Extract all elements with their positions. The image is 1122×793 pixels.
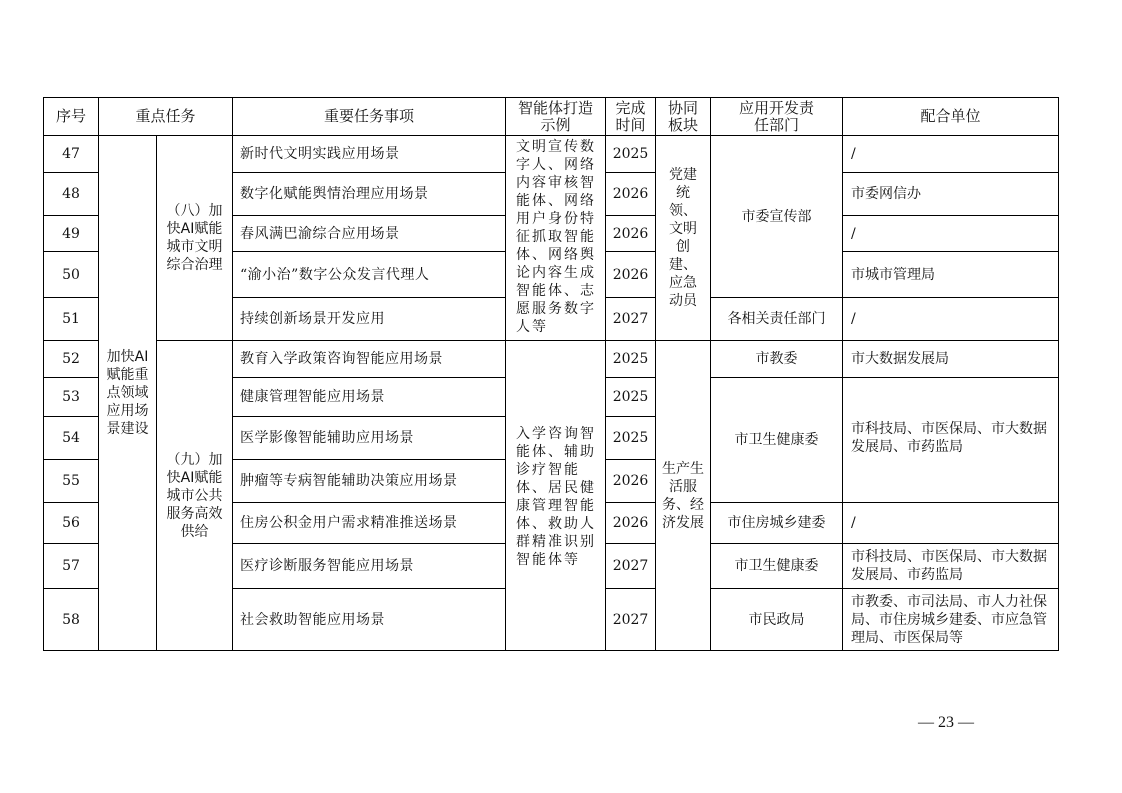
partner-cell: 市科技局、市医保局、市大数据发展局、市药监局 [843, 378, 1059, 503]
partner-cell: 市大数据发展局 [843, 341, 1059, 378]
item-cell: 持续创新场景开发应用 [233, 298, 506, 341]
year-cell: 2025 [606, 378, 656, 417]
partner-cell: / [843, 298, 1059, 341]
header-finish-time: 完成时间 [606, 98, 656, 136]
year-cell: 2026 [606, 503, 656, 544]
header-agent-example: 智能体打造示例 [506, 98, 606, 136]
dept-cell: 市教委 [711, 341, 843, 378]
year-cell: 2026 [606, 252, 656, 298]
dept-cell: 各相关责任部门 [711, 298, 843, 341]
table-header-row [44, 98, 1059, 136]
header-seq: 序号 [44, 98, 99, 136]
item-cell: 住房公积金用户需求精准推送场景 [233, 503, 506, 544]
item-cell: 健康管理智能应用场景 [233, 378, 506, 417]
row-number: 51 [44, 298, 99, 341]
task-table [43, 97, 1059, 651]
year-cell: 2027 [606, 298, 656, 341]
row-number: 56 [44, 503, 99, 544]
table-row [44, 341, 1059, 378]
row-number: 52 [44, 341, 99, 378]
dept-cell: 市卫生健康委 [711, 544, 843, 589]
dept-cell: 市委宣传部 [711, 136, 843, 298]
item-cell: 肿瘤等专病智能辅助决策应用场景 [233, 460, 506, 503]
year-cell: 2026 [606, 173, 656, 216]
row-number: 54 [44, 417, 99, 460]
partner-cell: 市教委、市司法局、市人力社保局、市住房城乡建委、市应急管理局、市医保局等 [843, 589, 1059, 651]
header-dev-dept: 应用开发责任部门 [711, 98, 843, 136]
sector-cell: 党建统领、文明创建、应急动员 [656, 136, 711, 341]
agent-example-cell: 文明宣传数字人、网络内容审核智能体、网络用户身份特征抓取智能体、网络舆论内容生成智能体、志愿服务数字人等 [506, 136, 606, 341]
row-number: 47 [44, 136, 99, 173]
dept-cell: 市卫生健康委 [711, 378, 843, 503]
partner-cell: / [843, 136, 1059, 173]
subtask-cell: （八）加快AI赋能城市文明综合治理 [157, 136, 233, 341]
row-number: 58 [44, 589, 99, 651]
dept-cell: 市民政局 [711, 589, 843, 651]
year-cell: 2025 [606, 417, 656, 460]
item-cell: 社会救助智能应用场景 [233, 589, 506, 651]
page-number: — 23 — [918, 714, 974, 731]
item-cell: 春风满巴渝综合应用场景 [233, 216, 506, 252]
dept-cell: 市住房城乡建委 [711, 503, 843, 544]
header-coord-sector: 协同板块 [656, 98, 711, 136]
header-key-task: 重点任务 [99, 98, 233, 136]
partner-cell: 市科技局、市医保局、市大数据发展局、市药监局 [843, 544, 1059, 589]
year-cell: 2027 [606, 589, 656, 651]
item-cell: 医疗诊断服务智能应用场景 [233, 544, 506, 589]
partner-cell: / [843, 503, 1059, 544]
header-item: 重要任务事项 [233, 98, 506, 136]
year-cell: 2026 [606, 460, 656, 503]
item-cell: “渝小治”数字公众发言代理人 [233, 252, 506, 298]
header-partners: 配合单位 [843, 98, 1059, 136]
table-row [44, 136, 1059, 173]
row-number: 48 [44, 173, 99, 216]
item-cell: 新时代文明实践应用场景 [233, 136, 506, 173]
agent-example-cell: 入学咨询智能体、辅助诊疗智能体、居民健康管理智能体、救助人群精准识别智能体等 [506, 341, 606, 651]
row-number: 50 [44, 252, 99, 298]
row-number: 57 [44, 544, 99, 589]
row-number: 55 [44, 460, 99, 503]
year-cell: 2025 [606, 341, 656, 378]
sector-cell: 生产生活服务、经济发展 [656, 341, 711, 651]
partner-cell: / [843, 216, 1059, 252]
year-cell: 2025 [606, 136, 656, 173]
partner-cell: 市城市管理局 [843, 252, 1059, 298]
main-task-cell: 加快AI赋能重点领域应用场景建设 [99, 136, 157, 651]
item-cell: 教育入学政策咨询智能应用场景 [233, 341, 506, 378]
row-number: 53 [44, 378, 99, 417]
item-cell: 数字化赋能舆情治理应用场景 [233, 173, 506, 216]
subtask-cell: （九）加快AI赋能城市公共服务高效供给 [157, 341, 233, 651]
partner-cell: 市委网信办 [843, 173, 1059, 216]
year-cell: 2027 [606, 544, 656, 589]
year-cell: 2026 [606, 216, 656, 252]
item-cell: 医学影像智能辅助应用场景 [233, 417, 506, 460]
row-number: 49 [44, 216, 99, 252]
